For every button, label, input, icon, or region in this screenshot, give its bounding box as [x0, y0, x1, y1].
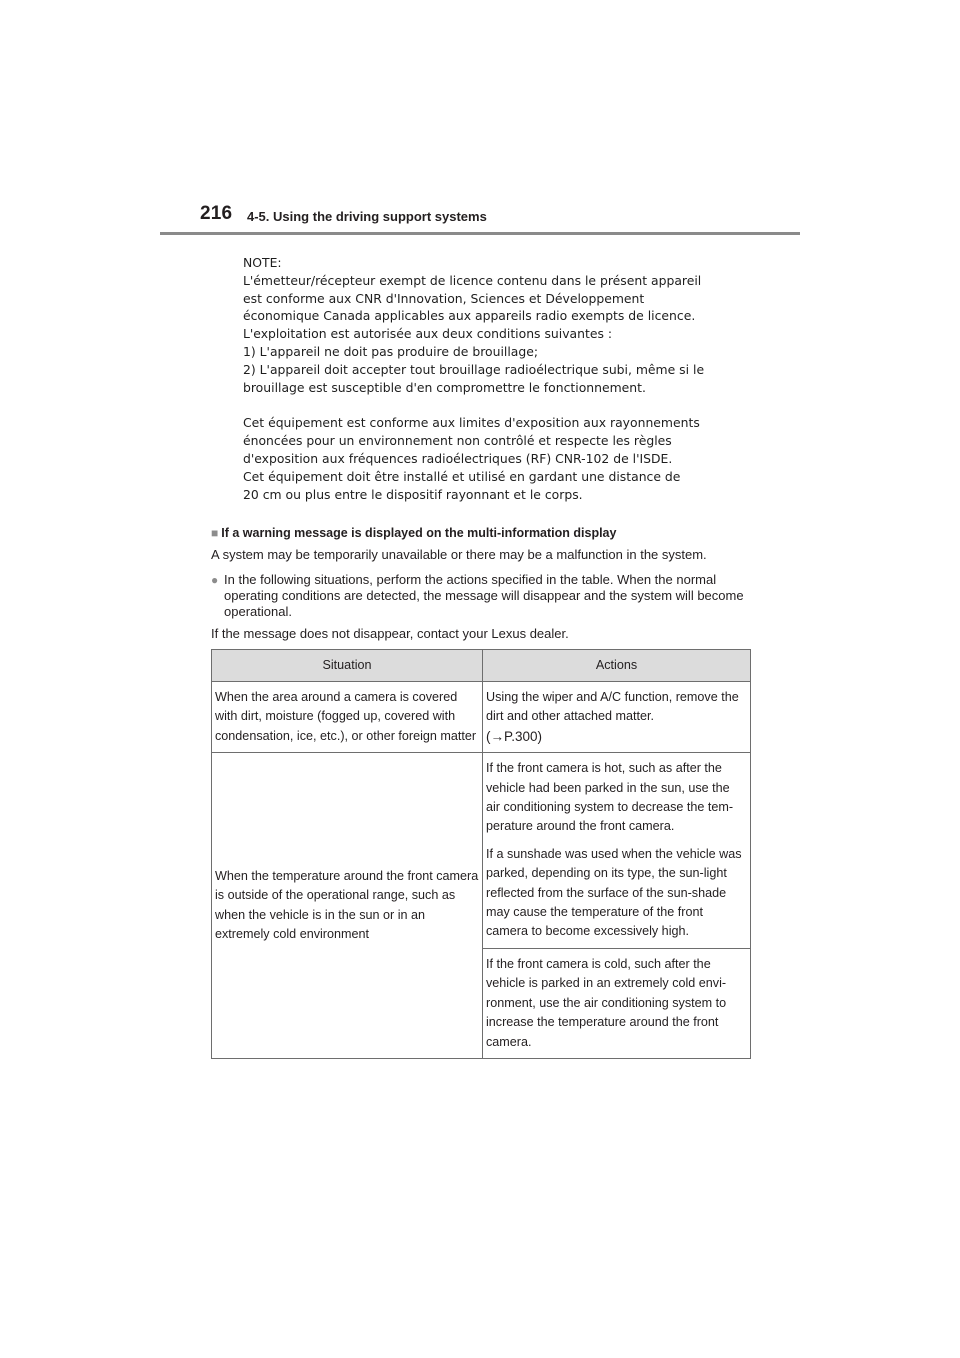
- warning-outro: If the message does not disappear, contact your Lexus dealer.: [211, 626, 569, 641]
- action-cell: [483, 753, 751, 949]
- table-header-row: [212, 650, 751, 682]
- notice-line: L'émetteur/récepteur exempt de licence contenu dans le présent appareil: [243, 272, 702, 288]
- table-row: [212, 753, 751, 949]
- situation-cell: When the temperature around the front camera is outside of the operational range, such as when the vehicle is in the sun or in an extremely cold environment: [212, 753, 483, 1059]
- action-text: If the front camera is hot, such as after the vehicle had been parked in the sun, use the air conditioning system to decrease the tem-perature around the front camera.: [486, 761, 734, 834]
- situation-actions-table: [211, 649, 751, 1059]
- notice-line: énoncées pour un environnement non contrôlé et respecte les règles: [243, 433, 672, 449]
- action-text: Using the wiper and A/C function, remove the dirt and other attached matter.: [486, 690, 739, 724]
- notice-line: Cet équipement est conforme aux limites d'exposition aux rayonnements: [243, 415, 700, 431]
- situation-cell: When the area around a camera is covered with dirt, moisture (fogged up, covered with condensation, ice, etc.), or other foreign matter: [212, 682, 483, 753]
- page-header: [160, 203, 800, 237]
- notice-line: 1) L'appareil ne doit pas produire de brouillage;: [243, 343, 539, 359]
- notice-heading: NOTE:: [243, 255, 282, 270]
- notice-line: économique Canada applicables aux appareils radio exempts de licence.: [243, 308, 696, 324]
- regulatory-notice: [243, 254, 743, 503]
- warning-heading: [211, 525, 756, 541]
- column-header-situation: Situation: [212, 650, 483, 682]
- notice-line: est conforme aux CNR d'Innovation, Sciences et Développement: [243, 290, 645, 306]
- action-cell: [483, 682, 751, 753]
- table-row: [212, 682, 751, 753]
- warning-heading-text: If a warning message is displayed on the multi-information display: [221, 526, 617, 540]
- warning-bullet-text: In the following situations, perform the actions specified in the table. When the normal operating conditions are detected, the message will disappear and the system will become operational.: [224, 572, 744, 619]
- action-text: If a sunshade was used when the vehicle was parked, depending on its type, the sun-light reflected from the surface of the sun-shade may cause the temperature of the front camera to become excessively high.: [486, 846, 742, 939]
- warning-bullet: [211, 572, 756, 620]
- header-rule: [160, 232, 800, 235]
- section-title: 4-5. Using the driving support systems: [247, 209, 487, 224]
- column-header-actions: Actions: [483, 650, 751, 682]
- notice-line: brouillage est susceptible d'en compromettre le fonctionnement.: [243, 379, 646, 395]
- round-bullet-icon: ●: [211, 573, 219, 587]
- notice-line: 2) L'appareil doit accepter tout brouillage radioélectrique subi, même si le: [243, 361, 705, 377]
- notice-line: 20 cm ou plus entre le dispositif rayonnant et le corps.: [243, 486, 583, 502]
- action-cell: [483, 948, 751, 1058]
- notice-line: d'exposition aux fréquences radioélectriques (RF) CNR-102 de l'ISDE.: [243, 450, 673, 466]
- notice-line: L'exploitation est autorisée aux deux conditions suivantes :: [243, 326, 613, 342]
- page-number: 216: [200, 203, 233, 224]
- action-text: If the front camera is cold, such after the vehicle is parked in an extremely cold envi-ronment, use the air conditioning system to increase the temperature around the front camera.: [486, 956, 727, 1049]
- notice-line: Cet équipement doit être installé et utilisé en gardant une distance de: [243, 468, 681, 484]
- square-bullet-icon: ■: [211, 526, 219, 540]
- warning-intro: A system may be temporarily unavailable or there may be a malfunction in the system.: [211, 547, 707, 562]
- page-reference: (→P.300): [486, 728, 543, 744]
